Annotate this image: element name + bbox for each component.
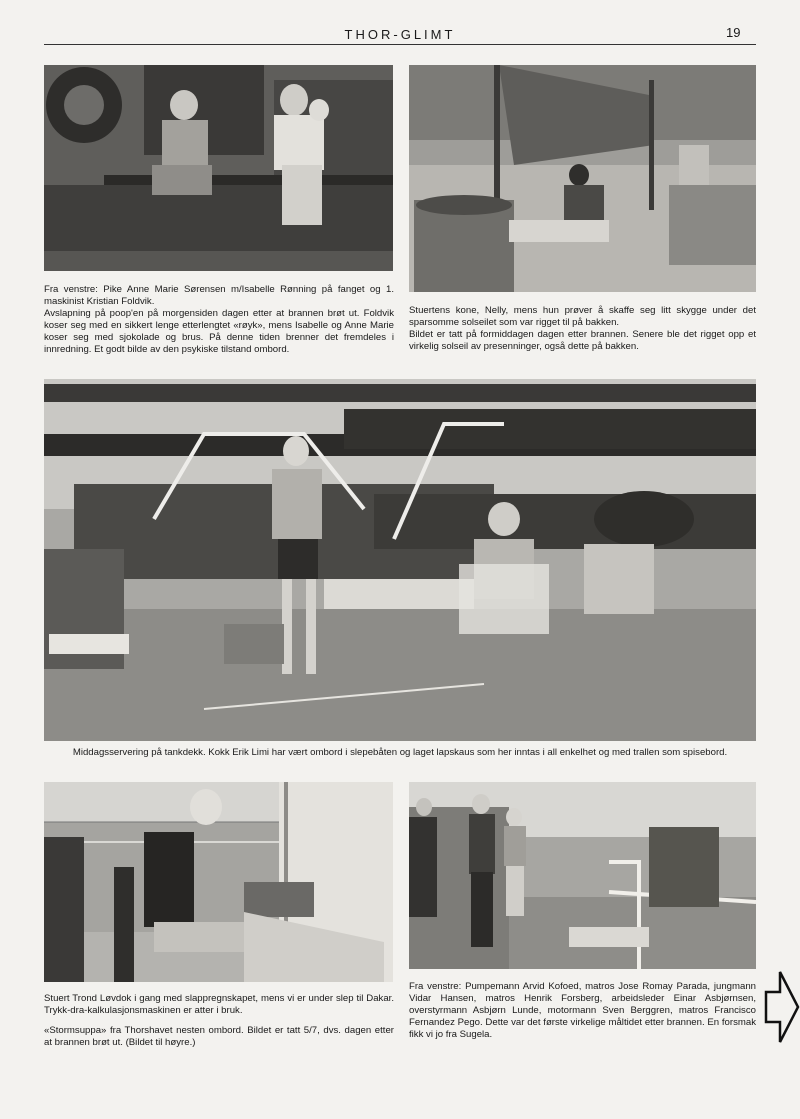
caption-photo-awning — [409, 305, 756, 353]
photo-steward-calculator — [44, 782, 393, 982]
caption-photo-steward-line-1: Stuert Trond Løvdok i gang med slappregnskapet, mens vi er under slep til Dakar. Trykk-dra-kalkulasjonsmaskinen er atter i bruk. — [44, 993, 394, 1016]
caption-photo-steward-line-2: «Stormsuppa» fra Thorshavet nesten ombord. Bildet er tatt 5/7, dvs. dagen etter at brannen brøt ut. (Bildet til høyre.) — [44, 1025, 394, 1048]
caption-photo-winch-line-1: Fra venstre: Pike Anne Marie Sørensen m/Isabelle Rønning på fanget og 1. maskinist Kristian Foldvik. — [44, 284, 394, 307]
caption-photo-crew — [409, 981, 756, 1041]
caption-photo-dinner — [44, 747, 756, 759]
caption-photo-awning-line-2: Bildet er tatt på formiddagen dagen etter brannen. Senere ble det rigget opp et virkelig solseil av presenninger, også dette på bakken. — [409, 329, 756, 352]
caption-photo-winch-line-2: Avslapning på poop'en på morgensiden dagen etter at brannen brøt ut. Foldvik koser seg med en sikkert lenge etterlengtet «røyk», mens Isabelle og Anne Marie koser seg med sjokolade og brus. På denne tiden brenner det fremdeles i innredning. Et godt bilde av den psykiske tilstand ombord. — [44, 308, 394, 355]
photo-tank-deck-dinner — [44, 379, 756, 741]
caption-photo-dinner-text: Middagsservering på tankdekk. Kokk Erik Limi har vært ombord i slepebåten og laget lapskaus som her inntas i all enkelhet og med trallen som spisebord. — [72, 747, 728, 758]
caption-photo-awning-line-1: Stuertens kone, Nelly, mens hun prøver å skaffe seg litt skygge under det sparsomme solseilet som var rigget til på bakken. — [409, 305, 756, 328]
photo-winch-deck — [44, 65, 393, 271]
caption-photo-crew-text: Fra venstre: Pumpemann Arvid Kofoed, matros Jose Romay Parada, jungmann Vidar Hansen, matros Henrik Forsberg, arbeidsleder Einar Asbjørnsen, overstyrmann Asbjørn Lunde, motormann Sven Berggren, matros Francisco Fernandez Pego. Dette var det første virkelige måltidet etter brannen. En forsmak fikk vi jo fra Sugela. — [409, 981, 756, 1040]
caption-photo-winch — [44, 284, 394, 356]
caption-photo-steward — [44, 993, 394, 1049]
photo-awning-deck — [409, 65, 756, 292]
arrow-right-outline-icon — [764, 968, 800, 1046]
header-rule — [44, 44, 756, 45]
page-number: 19 — [726, 25, 741, 40]
header-title: THOR-GLIMT — [344, 27, 456, 42]
photo-crew-deck — [409, 782, 756, 969]
